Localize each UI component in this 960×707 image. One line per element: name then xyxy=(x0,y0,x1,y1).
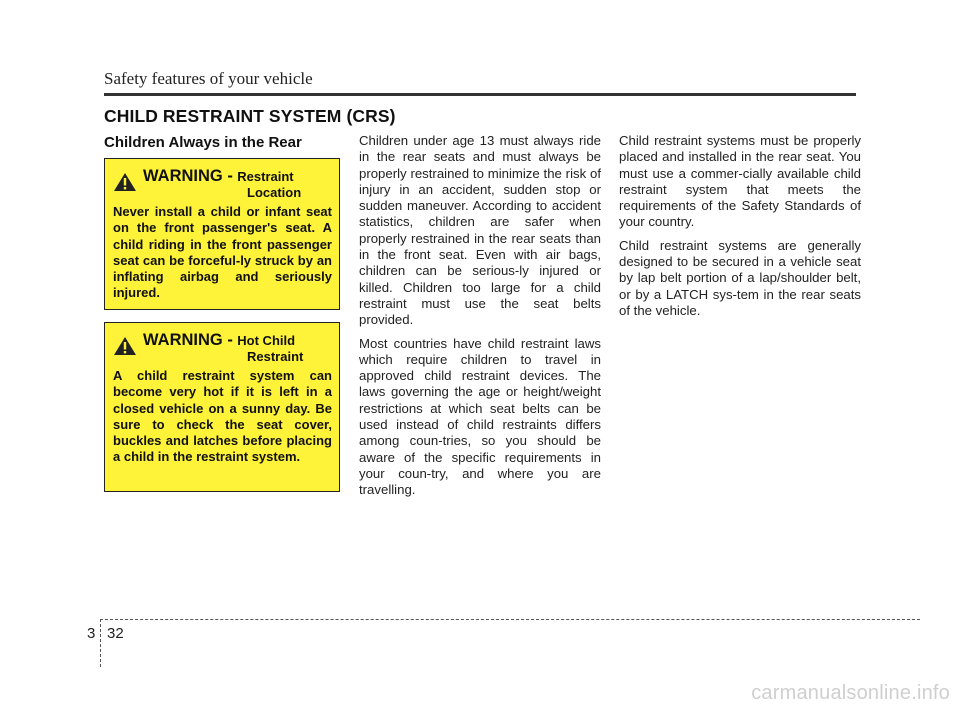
warning-topic-line1: Hot Child xyxy=(237,333,296,348)
warning-header xyxy=(113,167,332,201)
section-title: CHILD RESTRAINT SYSTEM (CRS) xyxy=(104,106,396,126)
warning-triangle-icon xyxy=(113,336,137,356)
subheading: Children Always in the Rear xyxy=(104,134,302,151)
warning-box-restraint-location xyxy=(104,158,340,310)
page-header-title: Safety features of your vehicle xyxy=(104,69,313,88)
warning-topic-line2: Restraint xyxy=(247,349,304,364)
warning-label: WARNING - xyxy=(143,167,233,185)
warning-body: Never install a child or infant seat on the front passenger's seat. A child riding in the front passenger seat can be forceful-ly struck by an inflating airbag and seriously injured. xyxy=(113,204,332,301)
warning-label: WARNING - xyxy=(143,331,233,349)
warning-body: A child restraint system can become very hot if it is left in a closed vehicle on a sunny day. Be sure to check the seat cover, buckles and latches before placing a child in the restraint system. xyxy=(113,368,332,465)
warning-topic-line2: Location xyxy=(247,185,302,200)
watermark: carmanualsonline.info xyxy=(751,682,950,704)
paragraph: Children under age 13 must always ride in the rear seats and must always be properly restrained to minimize the risk of injury in an accident, sudden stop or sudden maneuver. According to accident statistics, children are safer when properly restrained in the rear seats than in the front seat. Even with air bags, children can be serious-ly injured or killed. Children too large for a child restraint must use the seat belts provided. xyxy=(359,133,601,328)
page-number: 32 xyxy=(107,625,124,642)
body-column-middle xyxy=(359,133,601,506)
footer-divider xyxy=(100,619,101,667)
paragraph: Child restraint systems must be properly placed and installed in the rear seat. You must use a commer-cially available child restraint system that meets the requirements of the Safety Standards of your country. xyxy=(619,133,861,230)
warning-box-hot-child-restraint xyxy=(104,322,340,492)
chapter-number: 3 xyxy=(87,625,96,642)
warning-topic-line1: Restraint xyxy=(237,169,294,184)
body-column-right xyxy=(619,133,861,326)
paragraph: Child restraint systems are generally designed to be secured in a vehicle seat by lap belt portion of a lap/shoulder belt, or by a LATCH sys-tem in the rear seats of the vehicle. xyxy=(619,237,861,318)
header-rule xyxy=(104,93,856,96)
footer-rule xyxy=(100,619,920,620)
paragraph: Most countries have child restraint laws which require children to travel in approved child restraint devices. The laws governing the age or height/weight restrictions at which seat belts can be used instead of child restraints differs among coun-tries, so you should be aware of the specific requirements in your coun-try, and where you are travelling. xyxy=(359,335,601,498)
warning-triangle-icon xyxy=(113,172,137,192)
warning-header xyxy=(113,331,332,365)
